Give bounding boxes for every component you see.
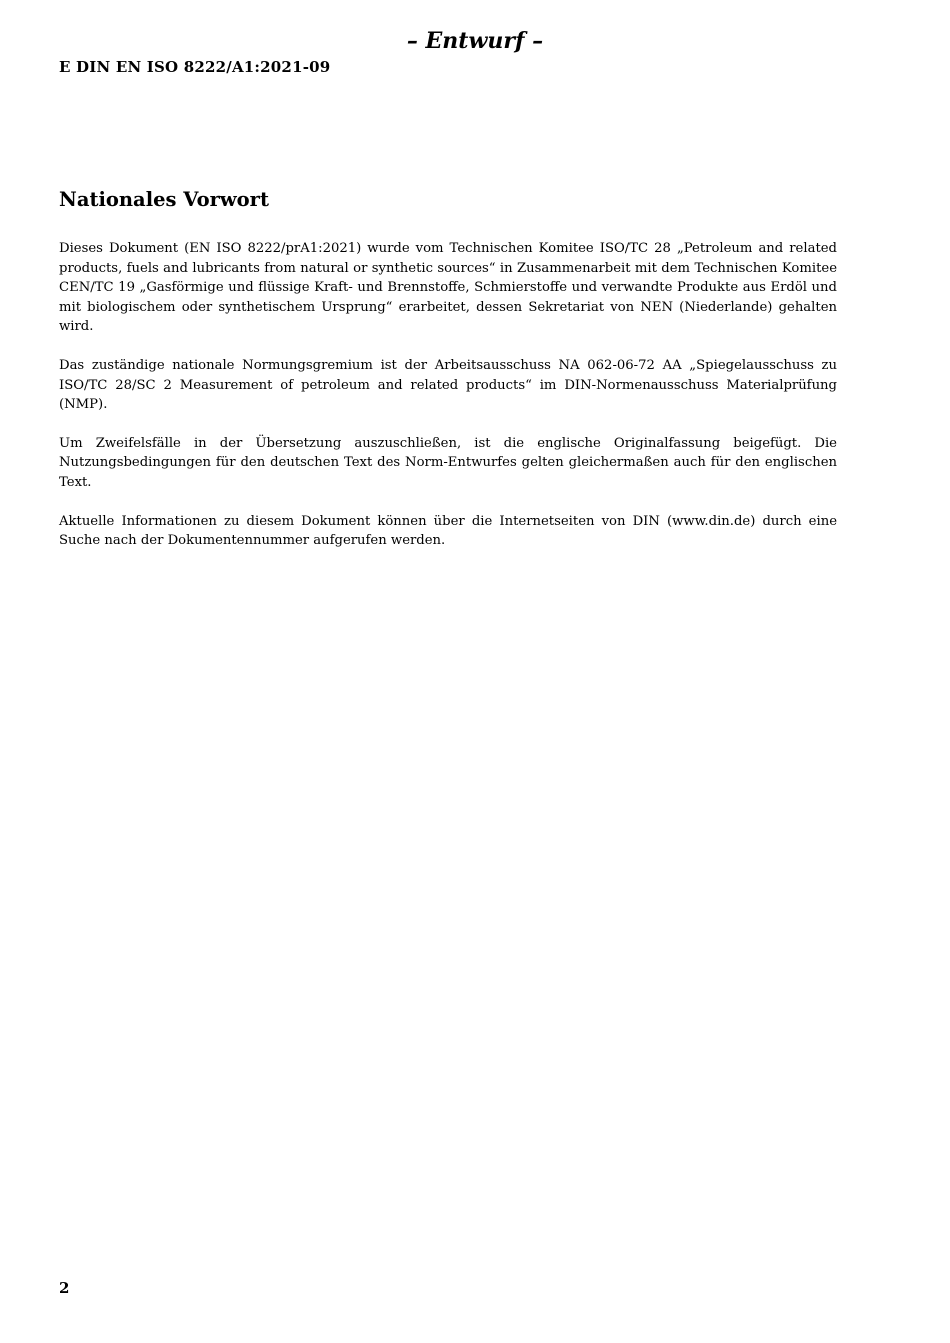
foreword-body: [59, 239, 837, 570]
page-number: 2: [59, 1279, 70, 1297]
paragraph-translation: Um Zweifelsfälle in der Übersetzung auszuschließen, ist die englische Originalfassung beigefügt. Die Nutzungsbedingungen für den deutschen Text des Norm-Entwurfes gelten gleichermaßen auch für den englischen Text.: [59, 435, 837, 490]
paragraph-committee: Dieses Dokument (EN ISO 8222/prA1:2021) wurde vom Technischen Komitee ISO/TC 28 „Petroleum and related products, fuels and lubricants from natural or synthetic sources“ in Zusammenarbeit mit dem Technischen Komitee CEN/TC 19 „Gasförmige und flüssige Kraft- und Brennstoffe, Schmierstoffe und verwandte Produkte aus Erdöl und mit biologischem oder synthetischem Ursprung“ erarbeitet, dessen Sekretariat von NEN (Niederlande) gehalten wird.: [59, 241, 837, 335]
section-heading: Nationales Vorwort: [59, 188, 269, 211]
draft-watermark-title: – Entwurf –: [406, 28, 544, 54]
paragraph-standards-body: Das zuständige nationale Normungsgremium ist der Arbeitsausschuss NA 062-06-72 AA „Spiegelausschuss zu ISO/TC 28/SC 2 Measurement of petroleum and related products“ im DIN-Normenausschuss Materialprüfung (NMP).: [59, 357, 837, 413]
document-identifier: E DIN EN ISO 8222/A1:2021-09: [59, 58, 331, 76]
paragraph-information: Aktuelle Informationen zu diesem Dokument können über die Internetseiten von DIN (www.din.de) durch eine Suche nach der Dokumentennummer aufgerufen werden.: [59, 513, 837, 549]
